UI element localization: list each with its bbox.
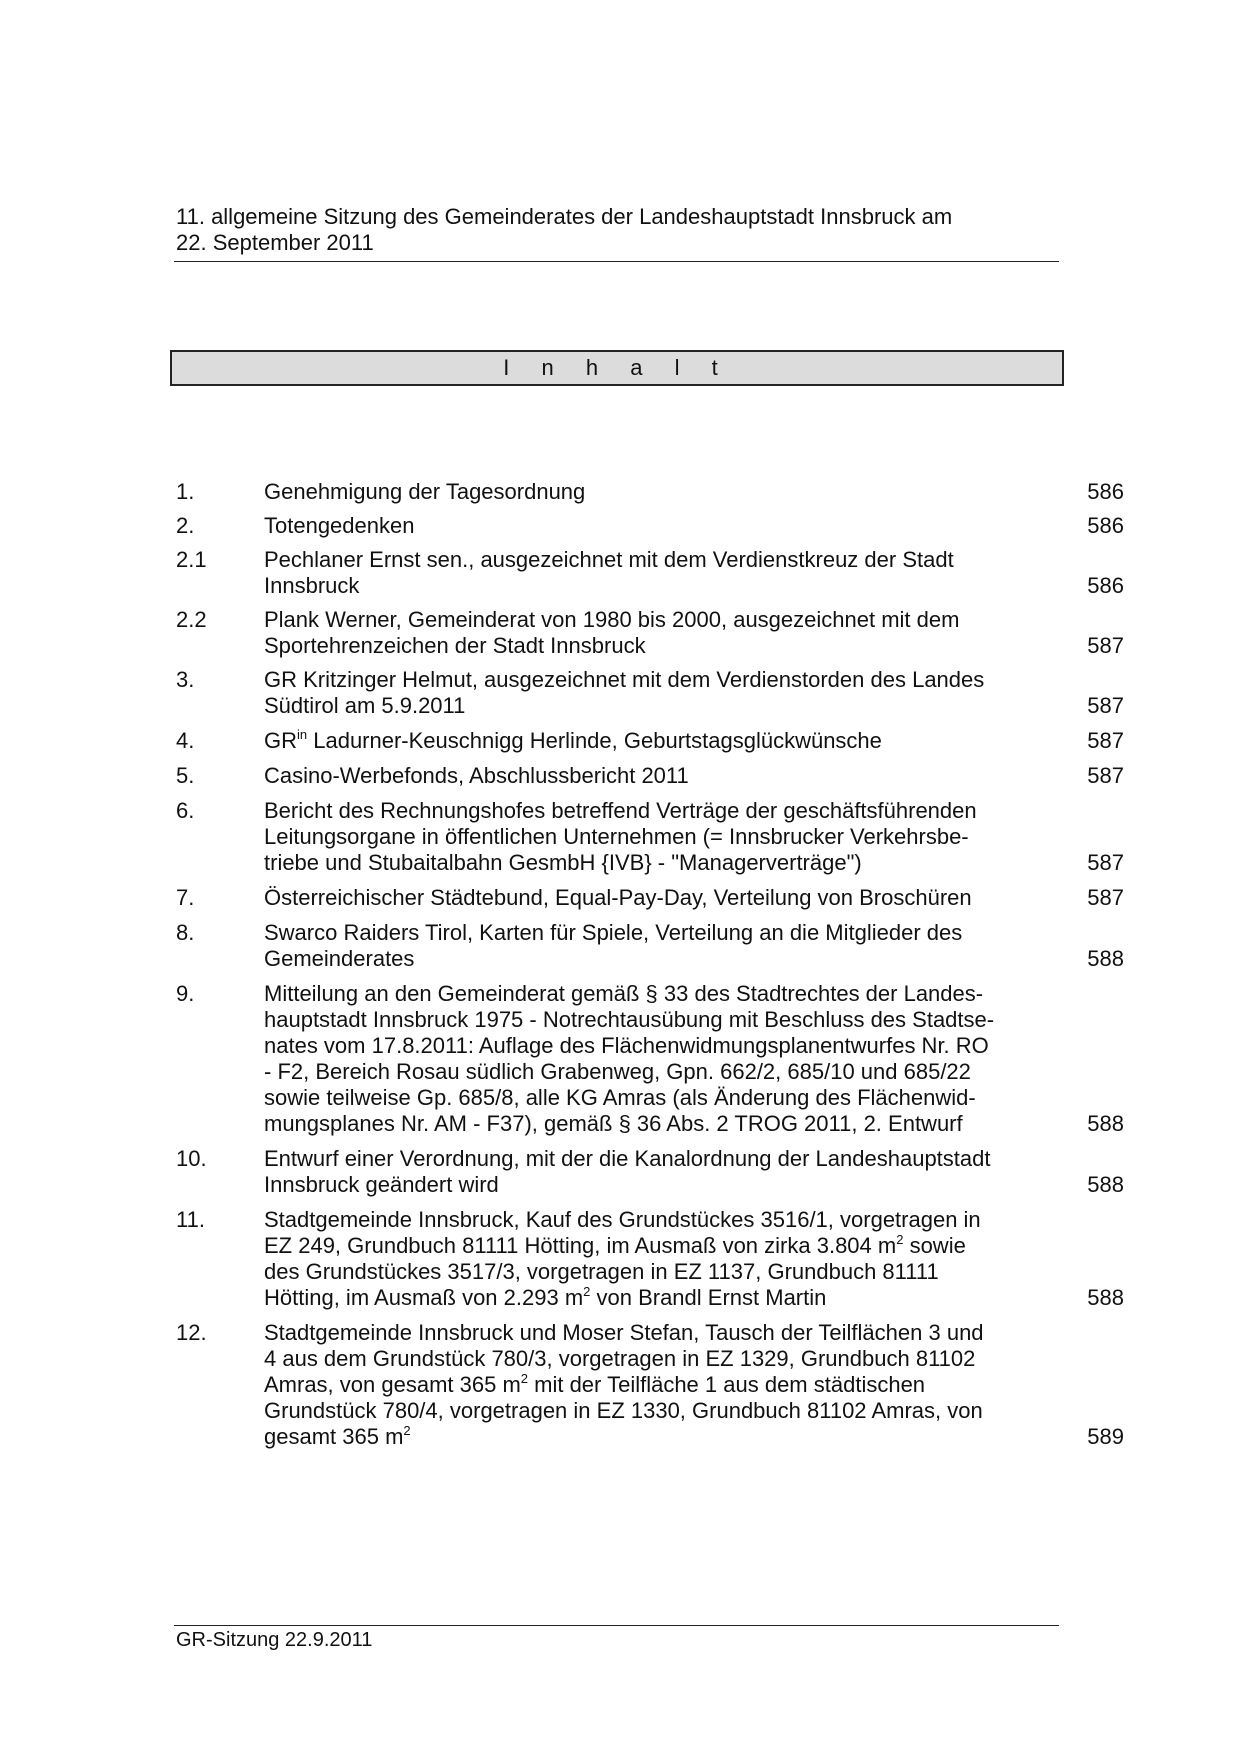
toc-entry-title [264,885,1024,911]
toc-entry-number: 3. [176,667,195,692]
text-segment: Mitteilung an den Gemeinderat gemäß § 33 des Stadtrechtes der Landes- [264,981,984,1006]
toc-entry-title-line [264,1285,1024,1311]
text-segment: Innsbruck [264,573,360,598]
toc-entry-page: 586 [1087,573,1124,598]
toc-entry-number: 2.1 [176,547,207,572]
toc-entry-page: 588 [1087,1172,1124,1197]
toc-entry-title [264,763,1024,789]
text-segment: Ladurner-Keuschnigg Herlinde, Geburtstagsglückwünsche [307,728,882,753]
toc-entry-title [264,547,1024,599]
toc-entry-title [264,1207,1024,1311]
text-segment: - F2, Bereich Rosau südlich Grabenweg, Gpn. 662/2, 685/10 und 685/22 [264,1059,971,1084]
text-segment: triebe und Stubaitalbahn GesmbH {IVB} - "Managerverträge") [264,850,862,875]
toc-entry-title [264,728,1024,754]
toc-entry-page: 587 [1087,633,1124,658]
toc-entry [176,513,1176,539]
text-segment: Gemeinderates [264,946,415,971]
toc-entry-title-line [264,763,1024,789]
toc-entry-title [264,513,1024,539]
toc-entry-title [264,607,1024,659]
toc-entry [176,1320,1176,1450]
toc-entry-title-line [264,798,1024,824]
toc-entry [176,667,1176,719]
toc-entry-title-line [264,573,1024,599]
text-segment: Stadtgemeinde Innsbruck und Moser Stefan, Tausch der Teilflächen 3 und [264,1320,984,1345]
toc-entry-page: 586 [1087,513,1124,538]
superscript: 2 [896,1232,904,1247]
toc-entry-title [264,1146,1024,1198]
toc-entry-title-line [264,1320,1024,1346]
toc-entry-title-line [264,1424,1024,1450]
text-segment: hauptstadt Innsbruck 1975 - Notrechtausübung mit Beschluss des Stadtse- [264,1007,995,1032]
text-segment: des Grundstückes 3517/3, vorgetragen in EZ 1137, Grundbuch 81111 [264,1259,939,1284]
toc-entry-number: 6. [176,798,195,823]
toc-entry-number: 1. [176,479,195,504]
superscript: 2 [520,1371,529,1386]
text-segment: Totengedenken [264,513,415,538]
toc-entry-title-line [264,1372,1024,1398]
toc-entry-number: 10. [176,1146,207,1171]
toc-entry [176,547,1176,599]
footer-divider [174,1625,1059,1626]
text-segment: sowie [903,1233,966,1258]
toc-entry-page: 587 [1087,728,1124,753]
table-of-contents [176,470,1176,1450]
toc-entry-page: 588 [1087,1111,1124,1136]
superscript: in [297,727,308,742]
text-segment: Bericht des Rechnungshofes betreffend Verträge der geschäftsführenden [264,798,977,823]
toc-entry [176,728,1176,754]
text-segment: Swarco Raiders Tirol, Karten für Spiele, Verteilung an die Mitglieder des [264,920,963,945]
toc-entry-number: 4. [176,728,195,753]
text-segment: Österreichischer Städtebund, Equal-Pay-Day, Verteilung von Broschüren [264,885,972,910]
contents-heading-box [170,350,1064,386]
toc-entry-title-line [264,693,1024,719]
toc-entry-title-line [264,547,1024,573]
toc-entry [176,1207,1176,1311]
text-segment: GR Kritzinger Helmut, ausgezeichnet mit dem Verdienstorden des Landes [264,667,985,692]
text-segment: Casino-Werbefonds, Abschlussbericht 2011 [264,763,689,788]
toc-entry-title-line [264,667,1024,693]
toc-entry-title [264,667,1024,719]
superscript: 2 [583,1284,591,1299]
toc-entry-title [264,981,1024,1137]
toc-entry-title [264,479,1024,505]
header-line-1: 11. allgemeine Sitzung des Gemeinderates der Landeshauptstadt Innsbruck am [176,204,953,229]
toc-entry-number: 2.2 [176,607,207,632]
text-segment: von Brandl Ernst Martin [590,1285,827,1310]
footer-label: GR-Sitzung 22.9.2011 [176,1629,373,1651]
toc-entry [176,920,1176,972]
toc-entry-title-line [264,1207,1024,1233]
toc-entry [176,885,1176,911]
toc-entry [176,763,1176,789]
toc-entry-title-line [264,1146,1024,1172]
toc-entry-title-line [264,824,1024,850]
toc-entry-title-line [264,1346,1024,1372]
text-segment: Leitungsorgane in öffentlichen Unternehmen (= Innsbrucker Verkehrsbe- [264,824,969,849]
toc-entry-page: 587 [1087,693,1124,718]
text-segment: 4 aus dem Grundstück 780/3, vorgetragen in EZ 1329, Grundbuch 81102 [264,1346,976,1371]
toc-entry [176,798,1176,876]
text-segment: Südtirol am 5.9.2011 [264,693,466,718]
toc-entry-title-line [264,1398,1024,1424]
toc-entry-title-line [264,1111,1024,1137]
toc-entry-page: 587 [1087,850,1124,875]
toc-entry-title-line [264,728,1024,754]
text-segment: Grundstück 780/4, vorgetragen in EZ 1330, Grundbuch 81102 Amras, von [264,1398,983,1423]
toc-entry [176,607,1176,659]
toc-entry-title-line [264,479,1024,505]
toc-entry-title-line [264,1085,1024,1111]
toc-entry-title [264,1320,1024,1450]
toc-entry-number: 2. [176,513,195,538]
text-segment: sowie teilweise Gp. 685/8, alle KG Amras (als Änderung des Flächenwid- [264,1085,976,1110]
toc-entry-title-line [264,946,1024,972]
toc-entry-title-line [264,1007,1024,1033]
text-segment: mit der Teilfläche 1 aus dem städtischen [528,1372,926,1397]
toc-entry-page: 589 [1087,1424,1124,1449]
toc-entry-number: 7. [176,885,195,910]
toc-entry-number: 11. [176,1207,205,1232]
toc-entry-title-line [264,1033,1024,1059]
document-header [176,204,1056,256]
text-segment: Plank Werner, Gemeinderat von 1980 bis 2000, ausgezeichnet mit dem [264,607,960,632]
header-line-2: 22. September 2011 [176,230,374,255]
toc-entry-title-line [264,981,1024,1007]
toc-entry-title-line [264,513,1024,539]
toc-entry-page: 587 [1087,763,1124,788]
toc-entry-title [264,920,1024,972]
toc-entry-number: 12. [176,1320,207,1345]
toc-entry-page: 586 [1087,479,1124,504]
text-segment: Hötting, im Ausmaß von 2.293 m [264,1285,584,1310]
toc-entry-title-line [264,633,1024,659]
toc-entry-page: 588 [1087,1285,1124,1310]
toc-entry-page: 588 [1087,946,1124,971]
text-segment: Entwurf einer Verordnung, mit der die Kanalordnung der Landeshauptstadt [264,1146,991,1171]
text-segment: Amras, von gesamt 365 m [264,1372,521,1397]
text-segment: GR [264,728,297,753]
toc-entry-page: 587 [1087,885,1124,910]
toc-entry-title-line [264,1059,1024,1085]
superscript: 2 [403,1423,411,1438]
toc-entry-title [264,798,1024,876]
text-segment: Pechlaner Ernst sen., ausgezeichnet mit dem Verdienstkreuz der Stadt [264,547,954,572]
text-segment: Sportehrenzeichen der Stadt Innsbruck [264,633,646,658]
toc-entry [176,1146,1176,1198]
text-segment: EZ 249, Grundbuch 81111 Hötting, im Ausmaß von zirka 3.804 m [264,1233,897,1258]
text-segment: mungsplanes Nr. AM - F37), gemäß § 36 Abs. 2 TROG 2011, 2. Entwurf [264,1111,963,1136]
toc-entry-title-line [264,920,1024,946]
header-divider [174,261,1059,262]
contents-heading: I n h a l t [503,355,731,380]
text-segment: Stadtgemeinde Innsbruck, Kauf des Grundstückes 3516/1, vorgetragen in [264,1207,981,1232]
toc-entry [176,981,1176,1137]
toc-entry-title-line [264,607,1024,633]
text-segment: Innsbruck geändert wird [264,1172,499,1197]
text-segment: Genehmigung der Tagesordnung [264,479,586,504]
toc-entry-number: 5. [176,763,195,788]
toc-entry-title-line [264,1233,1024,1259]
toc-entry-title-line [264,885,1024,911]
toc-entry-title-line [264,1259,1024,1285]
text-segment: gesamt 365 m [264,1424,404,1449]
toc-entry-number: 8. [176,920,195,945]
toc-entry-title-line [264,850,1024,876]
toc-entry [176,479,1176,505]
toc-entry-title-line [264,1172,1024,1198]
text-segment: nates vom 17.8.2011: Auflage des Flächenwidmungsplanentwurfes Nr. RO [264,1033,989,1058]
toc-entry-number: 9. [176,981,195,1006]
